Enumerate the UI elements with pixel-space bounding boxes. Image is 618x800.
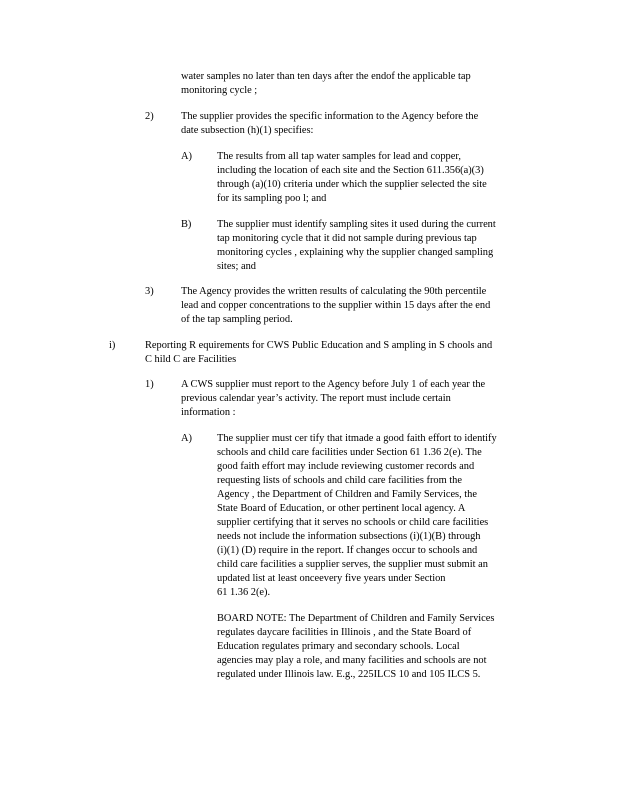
text-line: supplier certifying that it serves no schools or child care facilities (217, 517, 489, 528)
text-line: The results from all tap water samples for lead and copper, (217, 151, 461, 162)
text-line: monitoring cycle ; (181, 85, 258, 96)
text-line: 61 1.36 2(e). (217, 587, 271, 598)
text-line: (i)(1) (D) require in the report. If changes occur to schools and (217, 545, 478, 556)
text-line: date subsection (h)(1) specifies: (181, 125, 314, 136)
text-line: The supplier must identify sampling sites it used during the current (217, 219, 496, 230)
section-label: i) (109, 340, 116, 351)
text-line: sites; and (217, 261, 256, 272)
text-line: The Agency provides the written results of calculating the 90th percentile (181, 286, 487, 297)
subitem-label: B) (181, 219, 192, 230)
text-line: State Board of Education, or other pertinent local agency. A (217, 503, 466, 514)
text-line: through (a)(10) criteria under which the supplier selected the site (217, 179, 487, 190)
board-note-line: regulated under Illinois law. E.g., 225ILCS 10 and 105 ILCS 5. (217, 669, 481, 680)
text-line: including the location of each site and the Section 611.356(a)(3) (217, 165, 484, 176)
text-line: Agency , the Department of Children and Family Services, the (217, 489, 477, 500)
text-line: needs not include the information subsections (i)(1)(B) through (217, 531, 481, 542)
text-line: of the tap sampling period. (181, 314, 293, 325)
text-line: for its sampling poo l; and (217, 193, 327, 204)
item-label: 1) (145, 379, 154, 390)
text-line: tap monitoring cycle that it did not sample during previous tap (217, 233, 477, 244)
text-line: monitoring cycles , explaining why the supplier changed sampling (217, 247, 494, 258)
subitem-label: A) (181, 151, 192, 162)
text-line: water samples no later than ten days after the endof the applicable tap (181, 71, 471, 82)
item-label: 3) (145, 286, 154, 297)
board-note-line: regulates daycare facilities in Illinois , and the State Board of (217, 627, 472, 638)
text-line: A CWS supplier must report to the Agency before July 1 of each year the (181, 379, 486, 390)
text-line: previous calendar year’s activity. The report must include certain (181, 393, 451, 404)
text-line: updated list at least onceevery five years under Section (217, 573, 446, 584)
subitem-label: A) (181, 433, 192, 444)
item-label: 2) (145, 111, 154, 122)
board-note-line: agencies may play a role, and many facilities and schools are not (217, 655, 487, 666)
text-line: schools and child care facilities under Section 61 1.36 2(e). The (217, 447, 482, 458)
text-line: child care facilities a supplier serves, the supplier must submit an (217, 559, 488, 570)
heading-line: C hild C are Facilities (145, 354, 237, 365)
heading-line: Reporting R equirements for CWS Public Education and S ampling in S chools and (145, 340, 493, 351)
text-line: information : (181, 407, 236, 418)
board-note-line: BOARD NOTE: The Department of Children and Family Services (217, 613, 495, 624)
text-line: lead and copper concentrations to the supplier within 15 days after the end (181, 300, 491, 311)
text-line: The supplier must cer tify that itmade a good faith effort to identify (217, 433, 497, 444)
board-note-line: Education regulates primary and secondary schools. Local (217, 641, 460, 652)
text-line: The supplier provides the specific information to the Agency before the (181, 111, 479, 122)
text-line: requesting lists of schools and child care facilities from the (217, 475, 462, 486)
text-line: good faith effort may include reviewing customer records and (217, 461, 475, 472)
